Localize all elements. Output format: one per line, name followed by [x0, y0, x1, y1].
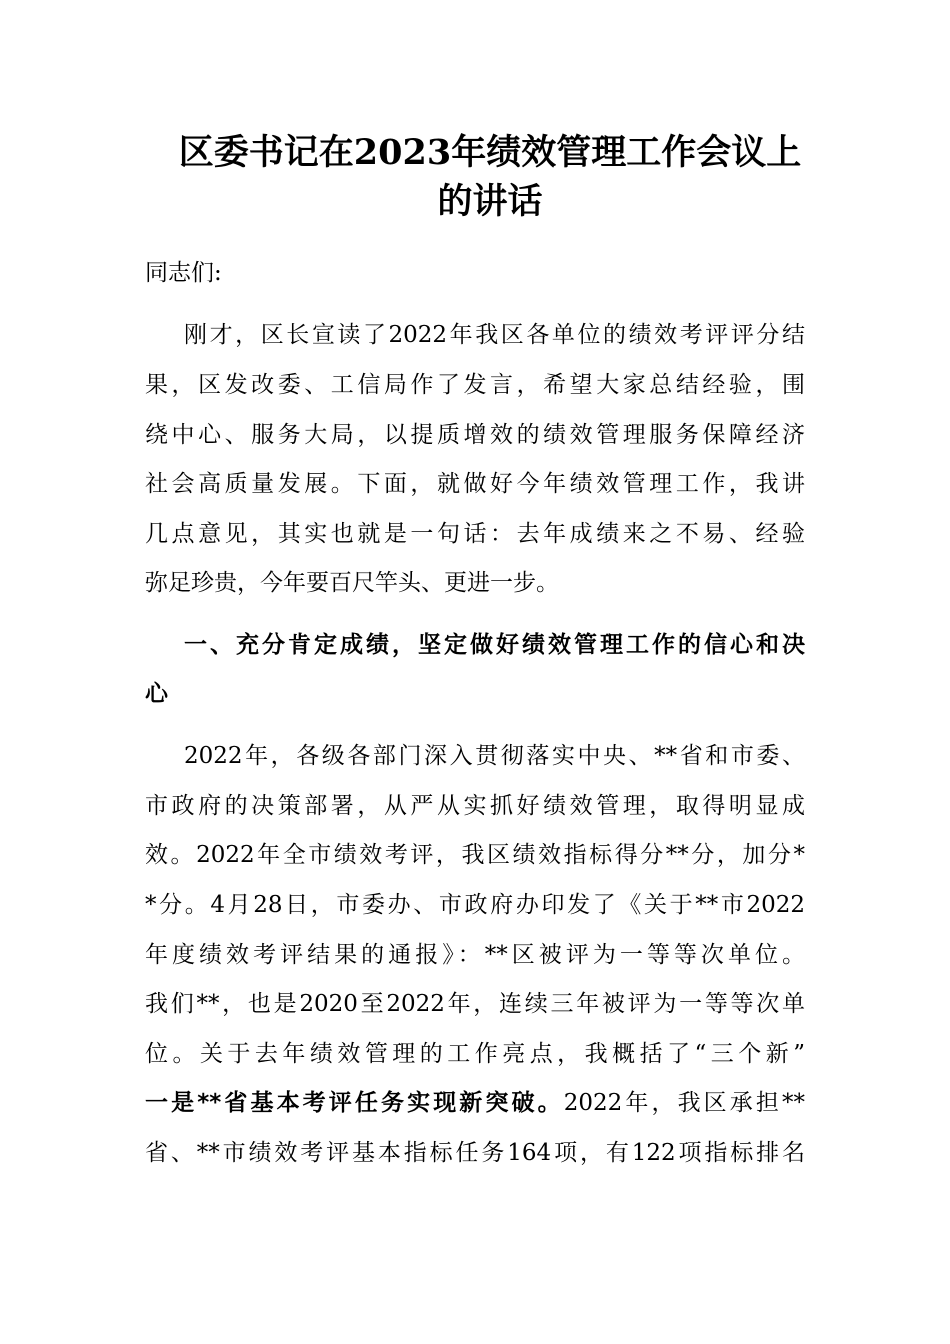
paragraph-line: 效。2022年全市绩效考评，我区绩效指标得分**分，加分* [145, 842, 805, 868]
paragraph-line: 市政府的决策部署，从严从实抓好绩效管理，取得明显成 [145, 793, 805, 819]
paragraph-line: 刚才，区长宣读了2022年我区各单位的绩效考评评分结 [184, 322, 805, 348]
paragraph-line: 绕中心、服务大局，以提质增效的绩效管理服务保障经济 [145, 422, 805, 448]
paragraph-line: 年度绩效考评结果的通报》：**区被评为一等等次单位。 [145, 942, 805, 968]
paragraph-line: 我们**，也是2020至2022年，连续三年被评为一等等次单 [145, 991, 805, 1017]
section-heading-line-1: 一、充分肯定成绩，坚定做好绩效管理工作的信心和决 [184, 632, 805, 658]
paragraph-line: 省、**市绩效考评基本指标任务164项，有122项指标排名 [145, 1140, 805, 1166]
document-title-line-2: 的讲话 [437, 181, 543, 222]
bold-lead-text: 一是**省基本考评任务实现新突破。 [145, 1090, 564, 1116]
document-title-line-1: 区委书记在2023年绩效管理工作会议上 [178, 132, 802, 173]
paragraph-line-tail: 2022年，我区承担** [563, 1090, 805, 1116]
paragraph-line: 2022年，各级各部门深入贯彻落实中央、**省和市委、 [184, 743, 805, 769]
paragraph-line: 果，区发改委、工信局作了发言，希望大家总结经验，围 [145, 372, 805, 398]
paragraph-line: 几点意见，其实也就是一句话：去年成绩来之不易、经验 [145, 521, 805, 547]
paragraph-line: *分。4月28日，市委办、市政府办印发了《关于**市2022 [145, 892, 805, 918]
paragraph-line: 位。关于去年绩效管理的工作亮点，我概括了“三个新” [145, 1041, 805, 1067]
section-heading-line-2: 心 [145, 681, 168, 707]
paragraph-line: 社会高质量发展。下面，就做好今年绩效管理工作，我讲 [145, 471, 805, 497]
paragraph-line: 弥足珍贵，今年要百尺竿头、更进一步。 [145, 570, 559, 596]
greeting: 同志们: [145, 260, 222, 286]
paragraph-line-with-bold-lead [145, 1088, 805, 1118]
